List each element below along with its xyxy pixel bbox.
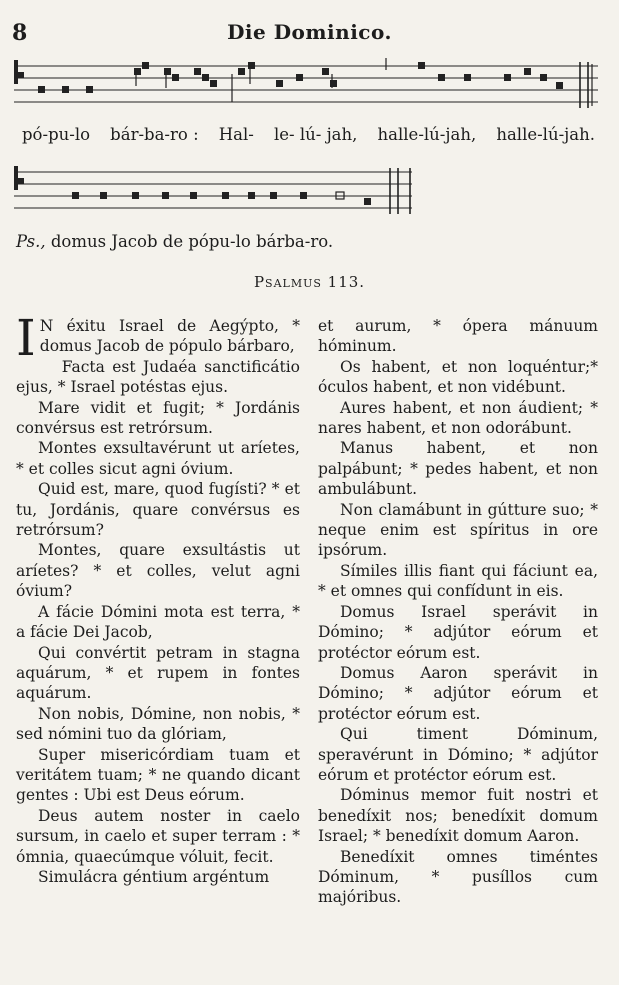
verse: Non nobis, Dómine, non nobis, * sed nómini tuo da glóriam,: [16, 704, 300, 744]
verse: A fácie Dómini mota est terra, * a fácie Dei Jacob,: [16, 602, 300, 642]
verse: Símiles illis fiant qui fáciunt ea, * et omnes qui confídunt in eis.: [318, 561, 598, 601]
antiphon-text: domus Jacob de pópu-lo bárba-ro.: [50, 232, 334, 251]
staff-lines-2: [14, 164, 418, 220]
chant-staff-1: [14, 58, 600, 114]
chant-staff-2: [14, 164, 418, 220]
left-column: [16, 309, 300, 887]
chant-lyrics-2: [16, 232, 595, 251]
lyric-syllable: Hal-: [218, 125, 254, 144]
lyric-syllable: bár-ba-ro :: [110, 125, 199, 144]
psalm-heading: Psalmus 113.: [253, 273, 366, 291]
page-number: 8: [12, 20, 28, 46]
chant-lyrics-1: [22, 125, 595, 144]
verse: Facta est Judaéa sanctificátio ejus, * Israel potéstas ejus.: [16, 357, 300, 397]
verse: Benedíxit omnes timéntes Dóminum, * pusíllos cum majóribus.: [318, 847, 598, 907]
verse: Aures habent, et non áudient; * nares habent, et non odorábunt.: [318, 398, 598, 438]
verse: I N éxitu Israel de Aegýpto, * domus Jacob de pópulo bárbaro,: [16, 309, 300, 367]
verse: Super misericórdiam tuam et veritátem tuam; * ne quando dicant gentes : Ubi est Deus eórum.: [16, 745, 300, 805]
running-title: Die Dominico.: [227, 20, 392, 44]
verse: Quid est, mare, quod fugísti? * et tu, Jordánis, quare convérsus es retrórsum?: [16, 480, 300, 540]
verse: Dóminus memor fuit nostri et benedíxit nos; benedíxit domum Israel; * benedíxit domum Aaron.: [318, 786, 598, 846]
lyric-syllable: pó-pu-lo: [22, 125, 91, 144]
verse: Os habent, et non loquéntur;* óculos habent, et non vidébunt.: [318, 357, 598, 397]
lyric-syllable: le- lú- jah,: [273, 125, 358, 144]
psalm-abbreviation: Ps.,: [16, 232, 46, 251]
staff-lines-1: [14, 58, 600, 114]
verse: Domus Aaron sperávit in Dómino; * adjútor eórum et protéctor eórum est.: [318, 663, 598, 723]
verse: Mare vidit et fugit; * Jordánis convérsus est retrórsum.: [16, 398, 300, 438]
drop-cap: I: [16, 309, 36, 367]
verse: Qui timent Dóminum, speravérunt in Dómino; * adjútor eórum et protéctor eórum est.: [318, 725, 598, 784]
verse: Simulácra géntium argéntum: [38, 867, 270, 886]
verse: Domus Israel sperávit in Dómino; * adjútor eórum et protéctor eórum est.: [318, 602, 598, 662]
verse: Non clamábunt in gútture suo; * neque enim est spíritus in ore ipsórum.: [318, 500, 598, 560]
verse: Montes, quare exsultástis ut aríetes? * et colles, velut agni óvium?: [16, 541, 300, 601]
lyric-syllable: halle-lú-jah,: [377, 125, 477, 144]
verse: Manus habent, et non palpábunt; * pedes habent, et non ambulábunt.: [318, 439, 598, 499]
verse: et aurum, * ópera mánuum hóminum.: [318, 317, 598, 356]
lyric-syllable: halle-lú-jah.: [496, 125, 595, 144]
verse: Montes exsultavérunt ut aríetes, * et colles sicut agni óvium.: [16, 439, 300, 478]
verse: Deus autem noster in caelo sursum, in caelo et super terram : * ómnia, quaecúmque vóluit, fecit.: [16, 806, 300, 866]
right-column: [318, 316, 598, 908]
verse: Qui convértit petram in stagna aquárum, * et rupem in fontes aquárum.: [16, 643, 300, 703]
